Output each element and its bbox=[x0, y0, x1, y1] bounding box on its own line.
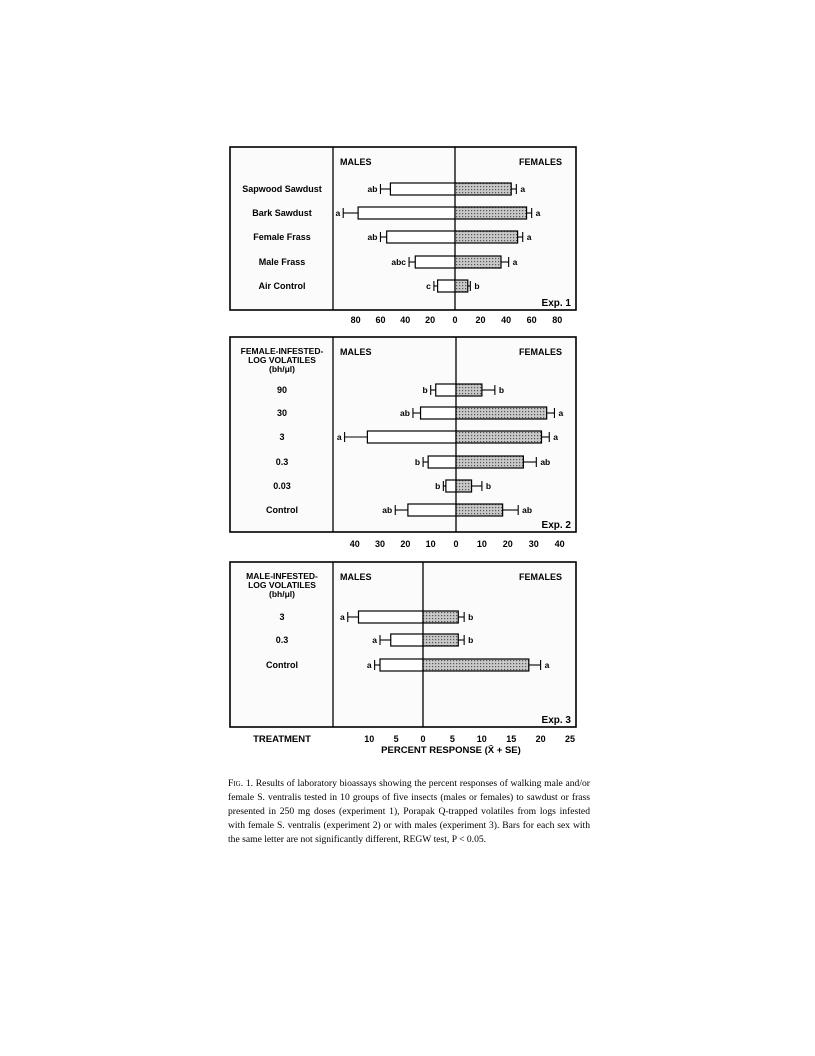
chart-panel-2 bbox=[230, 337, 576, 549]
female-significance-letter: a bbox=[544, 660, 550, 670]
category-label: Bark Sawdust bbox=[252, 208, 312, 218]
male-bar bbox=[415, 256, 455, 268]
category-label: Air Control bbox=[258, 281, 306, 291]
female-bar bbox=[423, 634, 458, 646]
treatment-header-line: LOG VOLATILES bbox=[248, 580, 316, 590]
figure-caption bbox=[228, 777, 590, 848]
treatment-header-line: (bh/μl) bbox=[269, 589, 295, 599]
x-tick-label: 10 bbox=[425, 539, 436, 549]
males-group-label: MALES bbox=[340, 572, 372, 582]
male-bar bbox=[390, 183, 455, 195]
treatment-header-line: (bh/μl) bbox=[269, 364, 295, 374]
treatment-header-line: FEMALE-INFESTED- bbox=[240, 346, 324, 356]
female-bar bbox=[456, 384, 482, 396]
male-bar bbox=[391, 634, 423, 646]
female-bar bbox=[456, 407, 547, 419]
experiment-label: Exp. 1 bbox=[541, 298, 571, 309]
male-significance-letter: ab bbox=[367, 232, 378, 242]
male-bar bbox=[358, 207, 455, 219]
x-tick-label: 15 bbox=[506, 734, 517, 744]
female-significance-letter: a bbox=[512, 257, 518, 267]
males-group-label: MALES bbox=[340, 157, 372, 167]
female-bar bbox=[456, 480, 472, 492]
male-significance-letter: c bbox=[426, 281, 431, 291]
female-significance-letter: ab bbox=[540, 457, 551, 467]
x-tick-label: 25 bbox=[564, 734, 576, 744]
male-significance-letter: a bbox=[336, 432, 342, 442]
category-label: 0.3 bbox=[275, 457, 289, 467]
male-significance-letter: b bbox=[414, 457, 421, 467]
x-tick-label: 20 bbox=[502, 539, 513, 549]
female-significance-letter: ab bbox=[522, 505, 533, 515]
experiment-label: Exp. 2 bbox=[541, 520, 571, 531]
male-significance-letter: b bbox=[435, 481, 441, 491]
male-significance-letter: a bbox=[335, 208, 341, 218]
female-bar bbox=[455, 256, 501, 268]
females-group-label: FEMALES bbox=[518, 572, 562, 582]
male-significance-letter: abc bbox=[391, 257, 407, 267]
caption-text: Results of laboratory bioassays showing the percent responses of walking male and/or female S. ventralis tested in 10 groups of five insects (males or females) to sawdust or frass presented in 250 mg doses (experiment 1), Porapak Q-trapped volatiles from logs infested with female S. ventralis (experiment 2) or with males (experiment 3). Bars for each sex with the same letter are not significantly different, REGW test, P < 0.05. bbox=[228, 777, 590, 846]
male-significance-letter: b bbox=[422, 385, 428, 395]
category-label: Control bbox=[266, 660, 298, 670]
female-significance-letter: b bbox=[485, 481, 492, 491]
female-bar bbox=[456, 456, 523, 468]
category-label: 3 bbox=[279, 432, 285, 442]
female-bar bbox=[456, 431, 542, 443]
x-tick-label: 40 bbox=[501, 315, 512, 325]
females-group-label: FEMALES bbox=[518, 347, 562, 357]
male-bar bbox=[367, 431, 456, 443]
category-label: 3 bbox=[279, 612, 285, 622]
x-tick-label: 20 bbox=[400, 539, 411, 549]
male-bar bbox=[446, 480, 456, 492]
male-significance-letter: ab bbox=[400, 408, 410, 418]
male-significance-letter: a bbox=[340, 612, 345, 622]
male-bar bbox=[408, 504, 456, 516]
treatment-axis-label: TREATMENT bbox=[253, 734, 311, 745]
female-bar bbox=[455, 207, 527, 219]
female-significance-letter: a bbox=[535, 208, 541, 218]
female-significance-letter: b bbox=[468, 612, 474, 622]
x-tick-label: 10 bbox=[364, 734, 375, 744]
female-bar bbox=[455, 280, 468, 292]
male-significance-letter: a bbox=[372, 635, 377, 645]
x-tick-label: 60 bbox=[526, 315, 537, 325]
treatment-header-line: LOG VOLATILES bbox=[248, 355, 316, 365]
male-significance-letter: ab bbox=[367, 184, 378, 194]
female-bar bbox=[456, 504, 503, 516]
female-significance-letter: b bbox=[468, 635, 474, 645]
female-significance-letter: b bbox=[474, 281, 480, 291]
x-tick-label: 30 bbox=[528, 539, 539, 549]
x-tick-label: 80 bbox=[552, 315, 563, 325]
category-label: Sapwood Sawdust bbox=[242, 184, 322, 194]
female-significance-letter: a bbox=[520, 184, 526, 194]
category-label: 0.3 bbox=[275, 635, 289, 645]
male-bar bbox=[438, 280, 455, 292]
x-tick-label: 5 bbox=[449, 734, 455, 744]
male-bar bbox=[421, 407, 456, 419]
male-bar bbox=[380, 659, 423, 671]
chart-panel-1 bbox=[230, 147, 576, 325]
chart-panel-3 bbox=[230, 562, 576, 744]
x-tick-label: 20 bbox=[535, 734, 546, 744]
female-significance-letter: b bbox=[498, 385, 505, 395]
x-tick-label: 40 bbox=[554, 539, 565, 549]
experiment-label: Exp. 3 bbox=[541, 715, 571, 726]
male-bar bbox=[359, 611, 424, 623]
category-label: 30 bbox=[276, 408, 288, 418]
treatment-header-line: MALE-INFESTED- bbox=[246, 571, 318, 581]
category-label: 0.03 bbox=[273, 481, 291, 491]
female-bar bbox=[423, 659, 529, 671]
female-bar bbox=[423, 611, 458, 623]
category-label: Female Frass bbox=[253, 232, 311, 242]
x-tick-label: 10 bbox=[476, 539, 487, 549]
male-significance-letter: ab bbox=[382, 505, 393, 515]
male-bar bbox=[436, 384, 456, 396]
female-significance-letter: a bbox=[553, 432, 559, 442]
category-label: Male Frass bbox=[258, 257, 306, 267]
x-tick-label: 30 bbox=[375, 539, 386, 549]
female-significance-letter: a bbox=[558, 408, 564, 418]
category-label: Control bbox=[266, 505, 298, 515]
caption-lead: Fig. 1. bbox=[228, 777, 254, 789]
male-bar bbox=[428, 456, 456, 468]
male-bar bbox=[387, 231, 455, 243]
x-tick-label: 60 bbox=[375, 315, 386, 325]
x-tick-label: 20 bbox=[425, 315, 436, 325]
male-significance-letter: a bbox=[366, 660, 372, 670]
x-tick-label: 5 bbox=[393, 734, 399, 744]
females-group-label: FEMALES bbox=[518, 157, 562, 167]
x-tick-label: 10 bbox=[476, 734, 487, 744]
x-tick-label: 40 bbox=[400, 315, 411, 325]
x-tick-label: 0 bbox=[420, 734, 426, 744]
x-tick-label: 0 bbox=[452, 315, 458, 325]
males-group-label: MALES bbox=[340, 347, 372, 357]
x-tick-label: 20 bbox=[475, 315, 486, 325]
x-tick-label: 0 bbox=[453, 539, 459, 549]
x-tick-label: 40 bbox=[349, 539, 360, 549]
x-tick-label: 80 bbox=[350, 315, 361, 325]
category-label: 90 bbox=[276, 385, 288, 395]
female-bar bbox=[455, 231, 518, 243]
female-bar bbox=[455, 183, 511, 195]
x-axis-title: PERCENT RESPONSE (X̄ + SE) bbox=[381, 745, 521, 756]
female-significance-letter: a bbox=[526, 232, 532, 242]
